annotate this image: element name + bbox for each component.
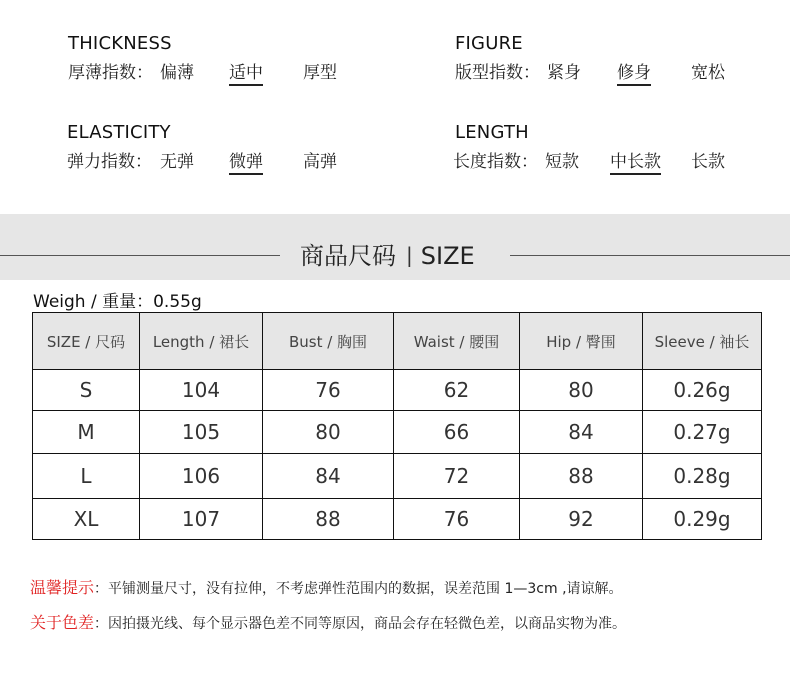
elasticity-attribute	[67, 122, 337, 172]
cell-size: XL	[33, 499, 140, 540]
cell-bust: 84	[263, 454, 394, 499]
cell-waist: 72	[394, 454, 520, 499]
thickness-option-medium: 适中	[229, 58, 263, 86]
cell-length: 107	[140, 499, 263, 540]
cell-length: 105	[140, 411, 263, 454]
header-size: SIZE / 尺码	[33, 313, 140, 370]
length-option-medium: 中长款	[610, 147, 661, 175]
length-options	[453, 147, 725, 172]
size-table	[32, 312, 762, 540]
figure-option-tight: 紧身	[547, 63, 581, 83]
thickness-options	[68, 58, 337, 83]
tip-label: 温馨提示	[30, 578, 95, 597]
cell-hip: 92	[520, 499, 643, 540]
cell-sleeve: 0.26g	[643, 370, 762, 411]
cell-length: 104	[140, 370, 263, 411]
elasticity-options	[67, 147, 337, 172]
elasticity-label: 弹力指数：	[67, 152, 152, 172]
header-length: Length / 裙长	[140, 313, 263, 370]
figure-options	[455, 58, 725, 83]
cell-size: M	[33, 411, 140, 454]
tip-text: ：平铺测量尺寸，没有拉伸，不考虑弹性范围内的数据，误差范围 1—3cm ,请谅解。	[94, 581, 623, 597]
elasticity-title: ELASTICITY	[67, 122, 171, 143]
weight-text: Weigh / 重量：0.55g	[33, 292, 202, 312]
cell-bust: 88	[263, 499, 394, 540]
cell-hip: 80	[520, 370, 643, 411]
size-section-heading	[300, 242, 475, 271]
header-hip: Hip / 臀围	[520, 313, 643, 370]
header-waist: Waist / 腰围	[394, 313, 520, 370]
cell-length: 106	[140, 454, 263, 499]
cell-waist: 62	[394, 370, 520, 411]
cell-size: S	[33, 370, 140, 411]
size-section-band	[0, 214, 790, 280]
figure-option-slim: 修身	[617, 58, 651, 86]
band-left-line	[0, 255, 280, 256]
band-right-line	[510, 255, 790, 256]
color-difference-note	[30, 610, 626, 633]
figure-title: FIGURE	[455, 33, 523, 54]
cell-waist: 76	[394, 499, 520, 540]
figure-label: 版型指数：	[455, 63, 540, 83]
elasticity-option-none: 无弹	[160, 152, 194, 172]
thickness-attribute	[68, 33, 337, 83]
cell-bust: 80	[263, 411, 394, 454]
cell-sleeve: 0.27g	[643, 411, 762, 454]
header-sleeve: Sleeve / 袖长	[643, 313, 762, 370]
length-option-short: 短款	[545, 152, 579, 172]
thickness-label: 厚薄指数：	[68, 63, 153, 83]
thickness-option-thick: 厚型	[303, 63, 337, 83]
cell-hip: 88	[520, 454, 643, 499]
cell-sleeve: 0.28g	[643, 454, 762, 499]
table-row	[33, 370, 762, 411]
length-option-long: 长款	[691, 152, 725, 172]
figure-attribute	[455, 33, 725, 83]
heading-separator: |	[406, 243, 413, 267]
color-note-text: ：因拍摄光线、每个显示器色差不同等原因，商品会存在轻微色差，以商品实物为准。	[94, 616, 627, 632]
thickness-title: THICKNESS	[68, 33, 172, 54]
length-title: LENGTH	[455, 122, 529, 143]
table-row	[33, 499, 762, 540]
length-label: 长度指数：	[453, 152, 538, 172]
measurement-tip	[30, 575, 623, 598]
cell-waist: 66	[394, 411, 520, 454]
heading-cn: 商品尺码	[300, 242, 396, 270]
table-row	[33, 454, 762, 499]
table-header-row	[33, 313, 762, 370]
table-row	[33, 411, 762, 454]
elasticity-option-high: 高弹	[303, 152, 337, 172]
color-note-label: 关于色差	[30, 613, 95, 632]
cell-bust: 76	[263, 370, 394, 411]
figure-option-loose: 宽松	[691, 63, 725, 83]
thickness-option-thin: 偏薄	[160, 63, 194, 83]
header-bust: Bust / 胸围	[263, 313, 394, 370]
cell-hip: 84	[520, 411, 643, 454]
heading-en: SIZE	[420, 242, 475, 270]
length-attribute	[453, 122, 725, 172]
elasticity-option-slight: 微弹	[229, 147, 263, 175]
cell-sleeve: 0.29g	[643, 499, 762, 540]
cell-size: L	[33, 454, 140, 499]
